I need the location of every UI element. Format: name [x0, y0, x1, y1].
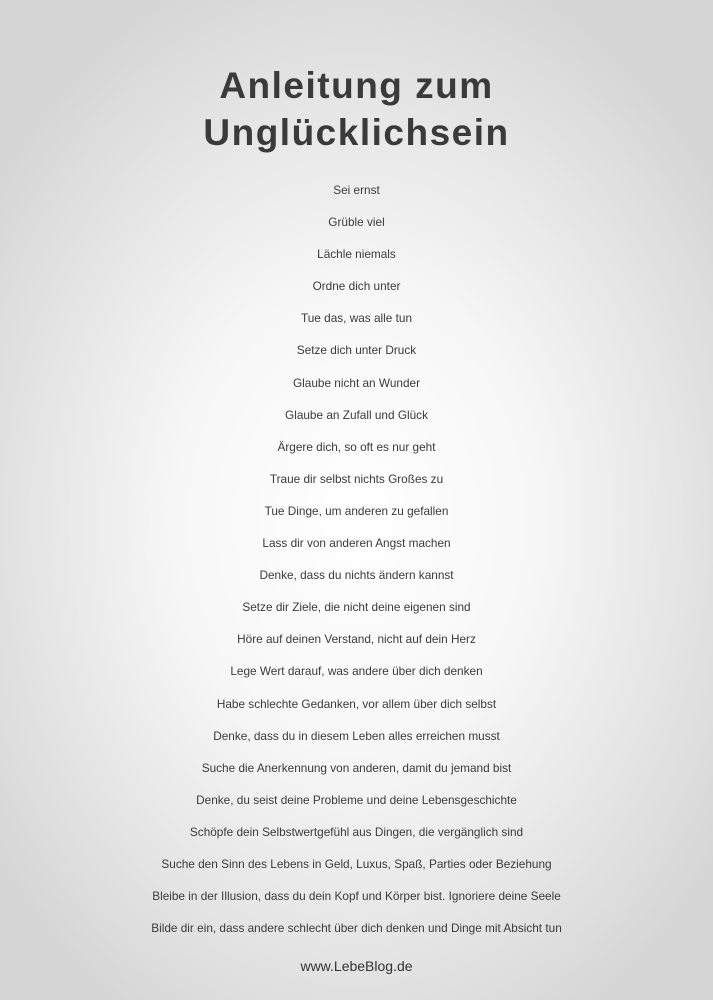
list-item: Lass dir von anderen Angst machen: [262, 536, 451, 551]
list-item: Denke, dass du nichts ändern kannst: [259, 568, 454, 583]
list-item: Sei ernst: [333, 183, 380, 197]
list-item: Höre auf deinen Verstand, nicht auf dein Herz: [237, 632, 476, 647]
list-item: Traue dir selbst nichts Großes zu: [269, 471, 444, 486]
list-item: Grüble viel: [328, 215, 385, 230]
title-line-1: Anleitung zum: [219, 65, 494, 106]
list-item: Lächle niemals: [317, 247, 396, 262]
list-item: Glaube an Zufall und Glück: [285, 407, 428, 422]
list-item: Tue Dinge, um anderen zu gefallen: [264, 503, 449, 518]
title-line-2: Unglücklichsein: [203, 112, 510, 153]
list-item: Tue das, was alle tun: [300, 311, 413, 326]
list-item: Lege Wert darauf, was andere über dich denken: [230, 664, 483, 679]
list-item: Ordne dich unter: [312, 279, 401, 294]
list-item: Setze dich unter Druck: [296, 343, 417, 358]
list-item: Suche den Sinn des Lebens in Geld, Luxus, Spaß, Parties oder Beziehung: [161, 856, 552, 871]
list-item: Setze dir Ziele, die nicht deine eigenen sind: [242, 600, 471, 615]
list-item: Bilde dir ein, dass andere schlecht über dich denken und Dinge mit Absicht tun: [151, 921, 562, 936]
list-item: Denke, dass du in diesem Leben alles erreichen musst: [213, 728, 500, 743]
instruction-list: [0, 174, 713, 944]
poster-title: [0, 62, 713, 156]
footer-website: www.LebeBlog.de: [300, 958, 413, 974]
list-item: Ärgere dich, so oft es nur geht: [277, 439, 436, 454]
list-item: Bleibe in der Illusion, dass du dein Kopf und Körper bist. Ignoriere deine Seele: [152, 889, 561, 904]
list-item: Denke, du seist deine Probleme und deine Lebensgeschichte: [196, 792, 517, 807]
list-item: Schöpfe dein Selbstwertgefühl aus Dingen, die vergänglich sind: [189, 824, 524, 839]
list-item: Suche die Anerkennung von anderen, damit du jemand bist: [201, 760, 512, 775]
list-item: Habe schlechte Gedanken, vor allem über dich selbst: [216, 696, 497, 711]
list-item: Glaube nicht an Wunder: [292, 375, 420, 390]
